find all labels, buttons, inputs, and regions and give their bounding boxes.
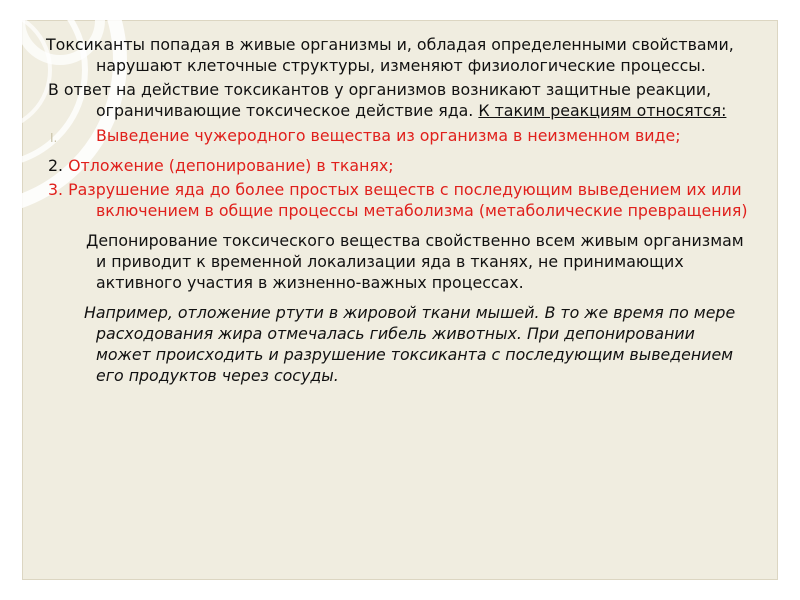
- list-item-deposition: [48, 155, 748, 176]
- list-marker-roman: I.: [50, 131, 58, 145]
- list-item-excretion-text: Выведение чужеродного вещества из организма в неизменном виде;: [96, 126, 681, 145]
- list-item-deposition-text: Отложение (депонирование) в тканях;: [68, 156, 394, 175]
- reactions-include-underlined: К таким реакциям относятся:: [478, 101, 727, 120]
- text-area: [48, 34, 748, 386]
- list-item-destruction: 3. Разрушение яда до более простых веществ с последующим выведением их или включением в общие процессы метаболизма (метаболические превращения): [48, 180, 748, 220]
- paragraph-example-mercury: Например, отложение ртути в жировой ткани мышей. В то же время по мере расходования жира отмечалась гибель животных. При депонировании может происходить и разрушение токсиканта с последующим выведением его продуктов через сосуды.: [84, 303, 736, 385]
- protective-reactions-text: В ответ на действие токсикантов у организмов возникают защитные реакции, ограничивающие токсическое действие яда.: [48, 80, 712, 120]
- list-item-deposition-number: 2.: [48, 156, 64, 175]
- paragraph-toxicants: Токсиканты попадая в живые организмы и, обладая определенными свойствами, нарушают клеточные структуры, изменяют физиологические процессы.: [46, 35, 734, 75]
- paragraph-deposition: Депонирование токсического вещества свойственно всем живым организмам и приводит к временной локализации яда в тканях, не принимающих активного участия в жизненно-важных процессах.: [86, 231, 744, 292]
- list-item-excretion: [48, 125, 748, 146]
- paragraph-protective-reactions: [48, 79, 748, 121]
